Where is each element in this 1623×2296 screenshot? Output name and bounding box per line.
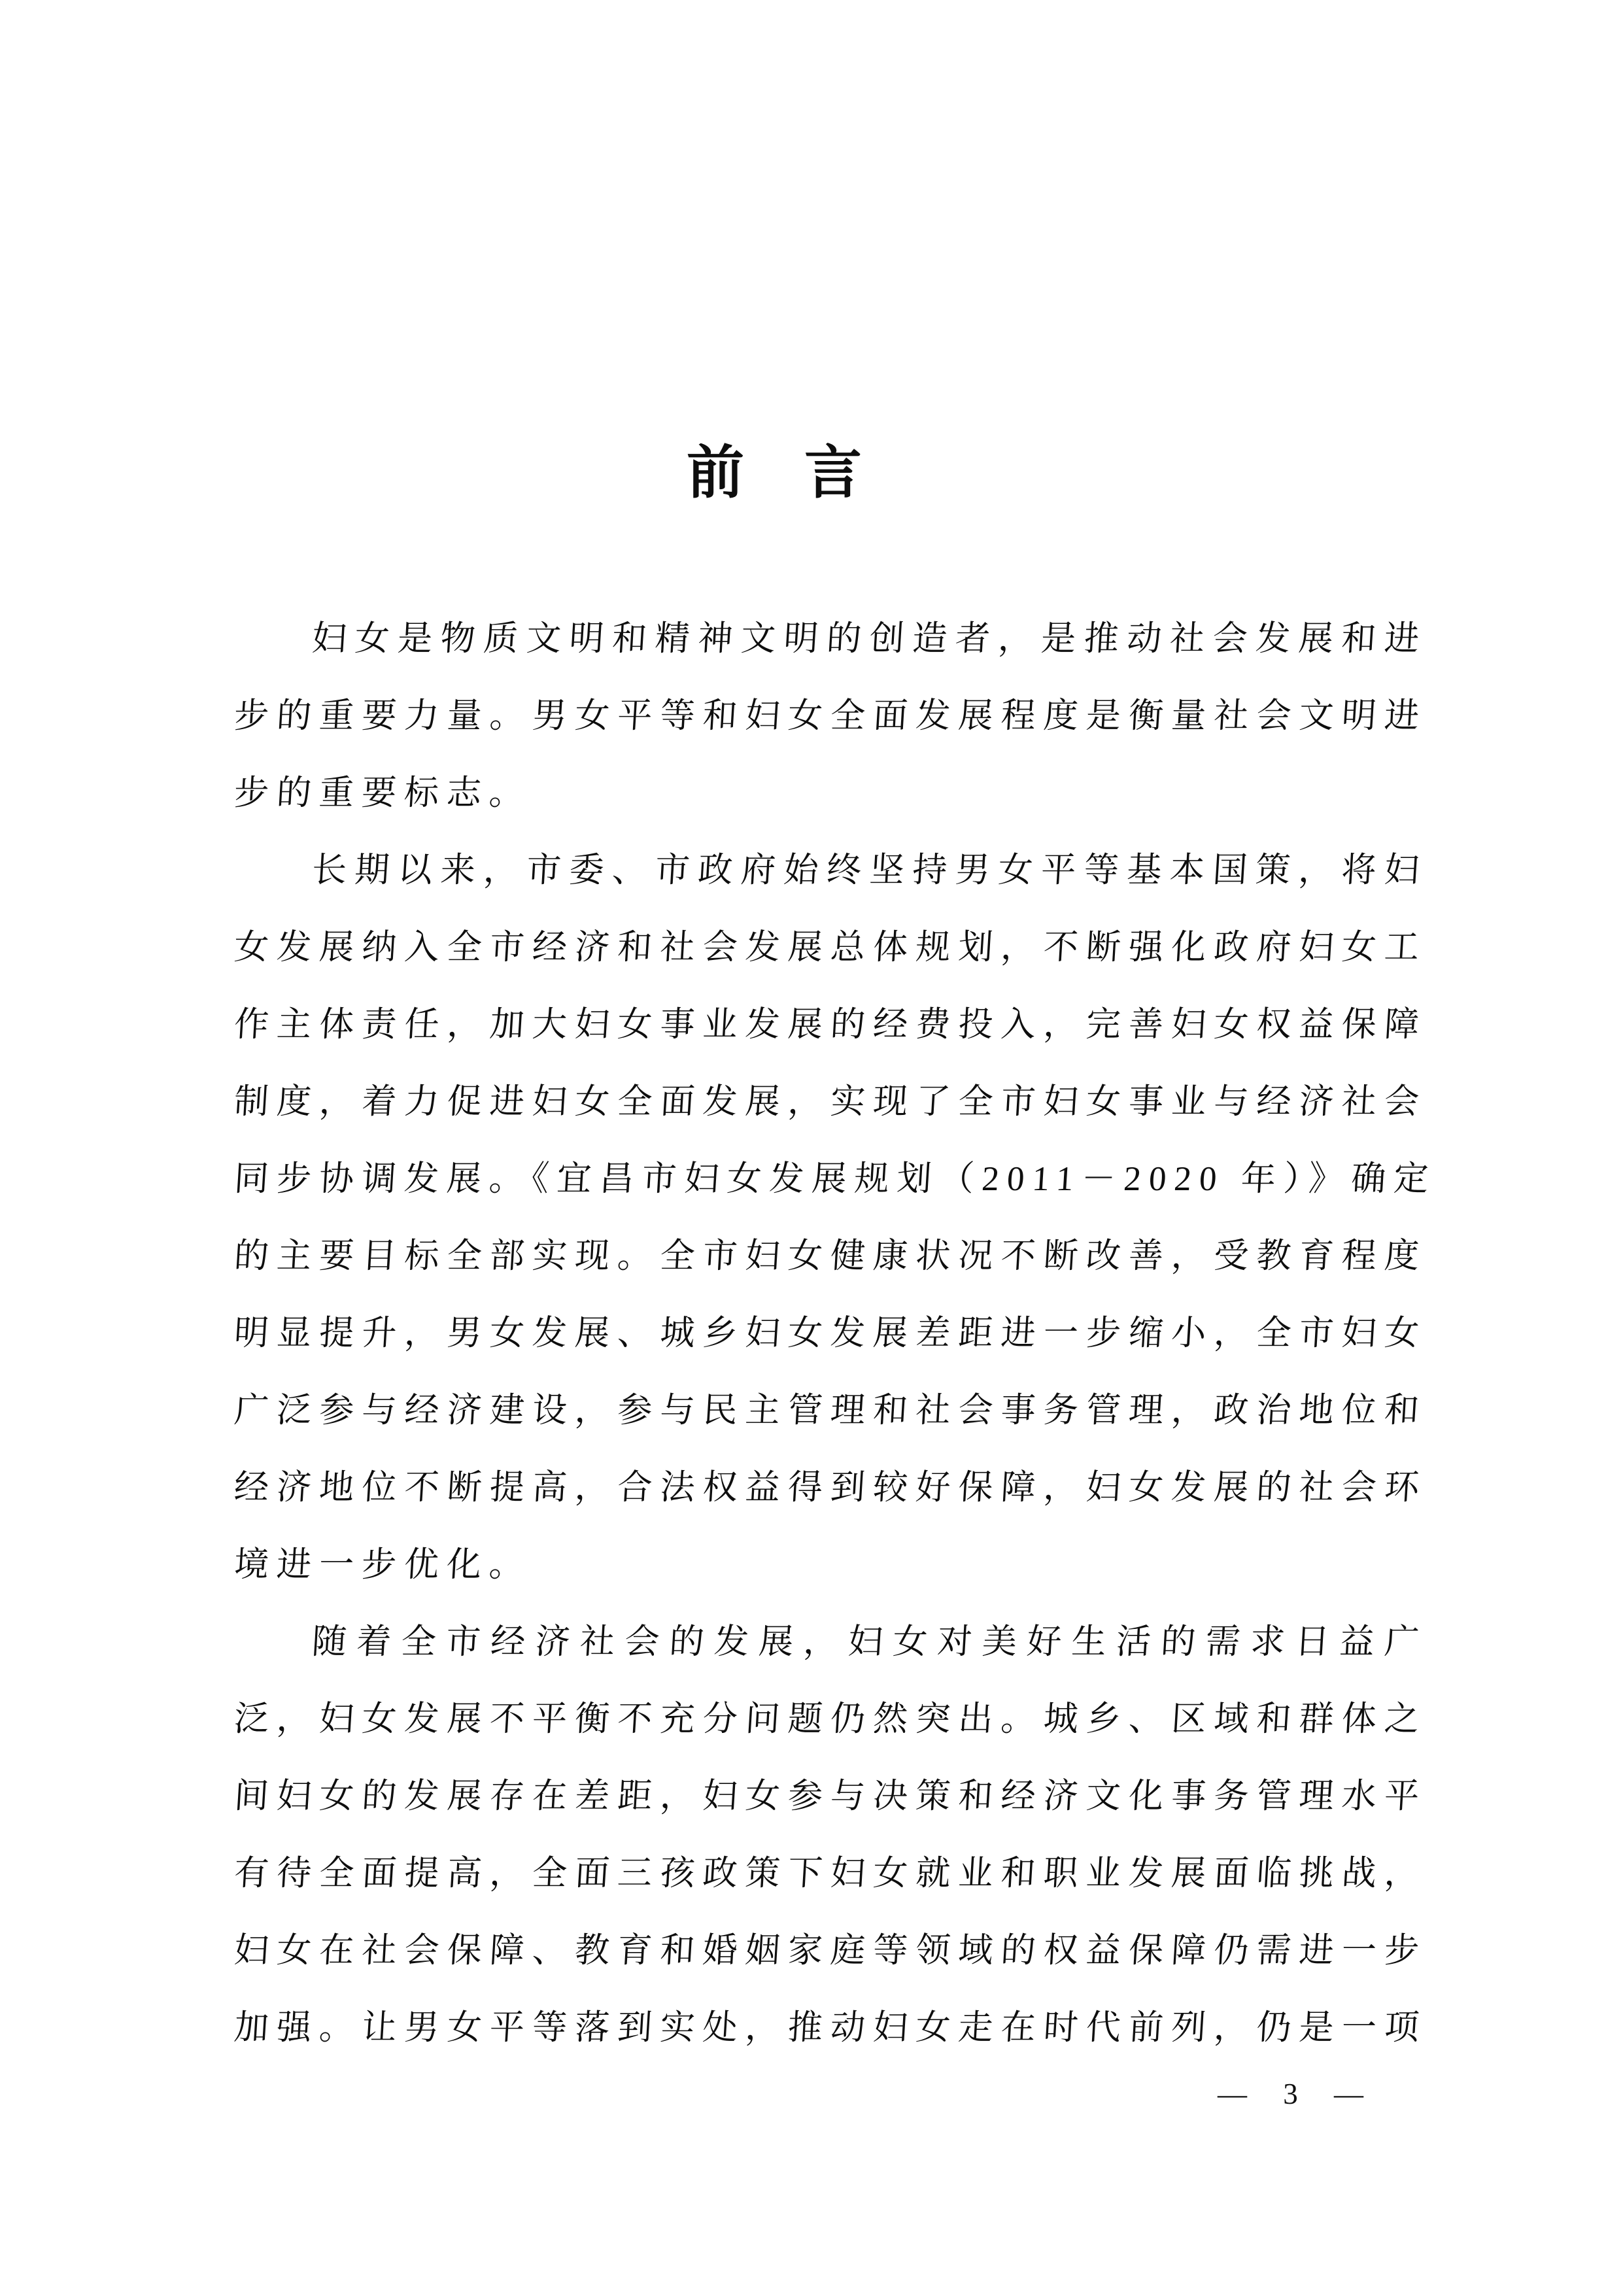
text-line: 的主要目标全部实现。全市妇女健康状况不断改善，受教育程度 <box>233 1237 1428 1275</box>
text-line: 长期以来，市委、市政府始终坚持男女平等基本国策，将妇 <box>311 851 1428 889</box>
paragraph-2 <box>233 832 1438 1603</box>
text-line: 有待全面提高，全面三孩政策下妇女就业和职业发展面临挑战， <box>233 1855 1428 1893</box>
text-line: 同步协调发展。《宜昌市妇女发展规划（2011－2020 年）》确定 <box>233 1160 1438 1198</box>
page-number: — 3 — <box>1218 2078 1371 2110</box>
text-line: 随着全市经济社会的发展，妇女对美好生活的需求日益广 <box>311 1623 1428 1661</box>
text-line: 间妇女的发展存在差距，妇女参与决策和经济文化事务管理水平 <box>233 1777 1428 1815</box>
text-line: 步的重要力量。男女平等和妇女全面发展程度是衡量社会文明进 <box>233 697 1428 735</box>
paragraph-3 <box>234 1603 1427 2066</box>
text-line: 明显提升，男女发展、城乡妇女发展差距进一步缩小，全市妇女 <box>233 1314 1428 1352</box>
text-line: 境进一步优化。 <box>233 1546 533 1584</box>
text-line: 女发展纳入全市经济和社会发展总体规划，不断强化政府妇女工 <box>233 929 1428 967</box>
text-line: 妇女是物质文明和精神文明的创造者，是推动社会发展和进 <box>311 620 1428 658</box>
text-line: 步的重要标志。 <box>233 774 533 812</box>
text-line: 制度，着力促进妇女全面发展，实现了全市妇女事业与经济社会 <box>233 1083 1428 1121</box>
paragraph-1 <box>234 600 1427 832</box>
text-line: 作主体责任，加大妇女事业发展的经费投入，完善妇女权益保障 <box>233 1006 1428 1044</box>
text-line: 加强。让男女平等落到实处，推动妇女走在时代前列，仍是一项 <box>233 2009 1428 2047</box>
text-line: 广泛参与经济建设，参与民主管理和社会事务管理，政治地位和 <box>233 1392 1428 1430</box>
text-line: 泛，妇女发展不平衡不充分问题仍然突出。城乡、区域和群体之 <box>233 1700 1428 1738</box>
text-line: 经济地位不断提高，合法权益得到较好保障，妇女发展的社会环 <box>233 1469 1428 1507</box>
text-line: 妇女在社会保障、教育和婚姻家庭等领域的权益保障仍需进一步 <box>233 1932 1428 1970</box>
preface-body <box>233 600 1438 2066</box>
page-title: 前 言 <box>686 442 863 505</box>
